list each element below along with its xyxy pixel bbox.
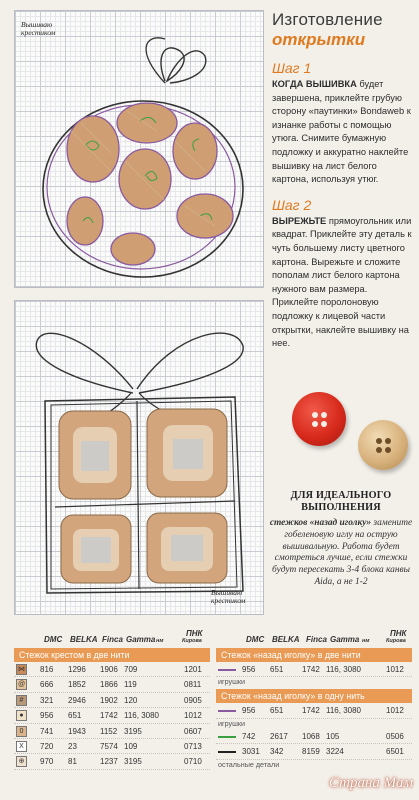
watermark: Страна Мам <box>328 775 413 791</box>
gamma-code: 3195 <box>124 757 142 767</box>
finca-code: 7574 <box>100 741 118 751</box>
key-row <box>216 744 412 759</box>
row-note: игрушки <box>218 718 246 728</box>
dmc-code: 741 <box>40 726 54 736</box>
line-swatch <box>218 751 236 753</box>
belka-code: 651 <box>270 665 284 674</box>
dmc-code: 666 <box>40 680 54 690</box>
belka-code: 1296 <box>68 665 86 674</box>
pnk-code: 0905 <box>184 695 202 705</box>
gamma-code: 116, 3080 <box>326 706 361 716</box>
col-pnk: ПНК <box>186 629 203 638</box>
step-2-body: прямоугольник или квадрат. Приклейте эту деталь к чуть большему листу цветного картона. Вырежьте и сложите пополам лист белого картона нужного вам размера. Приклейте поролоновую подложку к лицевой части открытки, наклейте вышивку на нее. <box>272 215 412 349</box>
gift-chart <box>14 300 264 615</box>
step-2-heading: Шаг 2 <box>272 196 312 213</box>
belka-code: 651 <box>68 711 82 721</box>
pnk-code: 1012 <box>386 665 404 674</box>
tip-bold: стежков «назад иголку» <box>269 518 372 528</box>
finca-code: 1237 <box>100 757 118 767</box>
belka-code: 1852 <box>68 680 86 690</box>
dmc-code: 956 <box>40 711 54 721</box>
belka-code: 342 <box>270 747 284 757</box>
belka-code: 1943 <box>68 726 86 736</box>
step-1-text <box>272 78 412 187</box>
gamma-code: 109 <box>124 741 138 751</box>
line-swatch <box>218 669 236 671</box>
symbol-swatch: X <box>16 741 27 752</box>
col-dmc: DMC <box>44 635 63 644</box>
tip-text <box>268 518 414 589</box>
symbol-swatch: # <box>16 695 27 706</box>
dmc-code: 3031 <box>242 747 260 757</box>
gamma-code: 105 <box>326 731 340 741</box>
step-1-body: будет завершена, приклейте грубую сторону «паутинки» Bondaweb к изнанке работы с помощью утюга. Снимите бумажную подложку и аккуратно наклейте вышивку на лист белого картона, используя утюг. <box>272 79 411 185</box>
dmc-code: 321 <box>40 695 54 705</box>
step-2-lead: ВЫРЕЖЬТЕ <box>272 215 327 226</box>
belka-code: 2946 <box>68 695 86 705</box>
belka-code: 2617 <box>270 731 288 741</box>
ornament-outline <box>15 11 264 288</box>
dmc-code: 956 <box>242 665 256 674</box>
finca-code: 1906 <box>100 665 118 674</box>
pnk-code: 1012 <box>184 711 202 721</box>
col-gamma-sub: нм <box>362 638 370 644</box>
step-2-text <box>272 215 412 351</box>
color-key-cross-stitch <box>14 626 210 770</box>
gamma-code: 120 <box>124 695 138 705</box>
tip-title: ДЛЯ ИДЕАЛЬНОГО ВЫПОЛНЕНИЯ <box>290 490 392 513</box>
line-swatch <box>218 736 236 738</box>
pnk-code: 0811 <box>184 680 202 690</box>
col-belka: BELKA <box>272 635 300 644</box>
key-row <box>14 677 210 692</box>
row-note: остальные детали <box>218 759 280 769</box>
belka-code: 23 <box>68 741 77 751</box>
logo-line-2: крестиком <box>211 596 246 605</box>
pnk-code: 0713 <box>184 741 202 751</box>
key-row <box>14 693 210 708</box>
col-belka: BELKA <box>70 635 98 644</box>
gamma-code: 119 <box>124 680 137 690</box>
key-row <box>216 729 412 744</box>
belka-code: 81 <box>68 757 77 767</box>
symbol-swatch: ⋈ <box>18 666 25 673</box>
row-note: игрушки <box>218 677 246 687</box>
red-button-photo <box>292 392 346 446</box>
key-header <box>216 626 412 648</box>
finca-code: 1742 <box>302 706 320 716</box>
dmc-code: 970 <box>40 757 54 767</box>
key-row <box>216 703 412 718</box>
dmc-code: 742 <box>242 731 256 741</box>
gamma-code: 116, 3080 <box>124 711 159 721</box>
symbol-swatch: ● <box>16 710 27 721</box>
line-swatch <box>218 710 236 712</box>
dmc-code: 956 <box>242 706 256 716</box>
key-rows <box>14 662 210 770</box>
pnk-code: 6501 <box>386 747 404 757</box>
finca-code: 1152 <box>100 726 118 736</box>
col-pnk-sub: Кирова <box>386 638 406 644</box>
col-pnk: ПНК <box>390 629 407 638</box>
key-row <box>14 739 210 754</box>
key-section-title: Стежок крестом в две нити <box>14 648 210 662</box>
gamma-code: 3195 <box>124 726 142 736</box>
pnk-code: 1012 <box>386 706 404 716</box>
step-1-heading: Шаг 1 <box>272 60 312 76</box>
col-gamma: Gamma <box>330 635 360 644</box>
gamma-code: 3224 <box>326 747 344 757</box>
step-1-lead: КОГДА ВЫШИВКА <box>272 79 357 89</box>
gamma-code: 116, 3080 <box>326 665 361 674</box>
page-title-line-1: Изготовление <box>272 10 383 29</box>
key-rows-1 <box>216 662 412 687</box>
pnk-code: 0607 <box>184 726 202 736</box>
col-pnk-sub: Кирова <box>182 638 202 644</box>
key-row <box>14 708 210 723</box>
finca-code: 1742 <box>302 665 320 674</box>
col-gamma-sub: нм <box>156 638 164 644</box>
color-key-backstitch <box>216 626 412 770</box>
logo-line-1: Вышиваю <box>21 20 53 29</box>
tip-box <box>268 490 414 589</box>
logo-line-2: крестиком <box>21 28 56 37</box>
ornament-chart <box>14 10 264 288</box>
gamma-code: 709 <box>124 665 138 674</box>
symbol-swatch: 0 <box>16 726 27 737</box>
finca-code: 8159 <box>302 747 320 757</box>
key-row <box>14 662 210 677</box>
key-header <box>14 626 210 648</box>
finca-code: 1902 <box>100 695 118 705</box>
key-row <box>14 724 210 739</box>
dmc-code: 720 <box>40 741 54 751</box>
pnk-code: 1201 <box>184 665 202 674</box>
key-rows-2 <box>216 703 412 769</box>
key-section-title-1: Стежок «назад иголку» в две нити <box>216 648 412 662</box>
dmc-code: 816 <box>40 665 54 674</box>
finca-code: 1068 <box>302 731 320 741</box>
symbol-swatch: ⊕ <box>16 756 27 767</box>
key-row <box>216 662 412 677</box>
belka-code: 651 <box>270 706 284 716</box>
page-title-line-2: открытки <box>272 30 366 49</box>
logo-line-1: Вышиваю <box>211 588 243 597</box>
col-gamma: Gamma <box>126 635 156 644</box>
pnk-code: 0710 <box>184 757 202 767</box>
key-row <box>14 754 210 769</box>
wooden-button-photo <box>358 420 408 470</box>
pnk-code: 0506 <box>386 731 404 741</box>
symbol-swatch: @ <box>17 681 26 689</box>
finca-code: 1866 <box>100 680 118 690</box>
finca-code: 1742 <box>100 711 118 721</box>
tip-body: замените гобеленовую иглу на острую вышивальную. Работа будет смотреться лучше, если стежки будут пересекать 3-4 блока канвы Aida, а не 1-2 <box>272 518 413 587</box>
magazine-logo-bottom <box>211 589 245 605</box>
col-finca: Finca <box>102 635 123 644</box>
key-section-title-2: Стежок «назад иголку» в одну нить <box>216 689 412 703</box>
col-dmc: DMC <box>246 635 265 644</box>
col-finca: Finca <box>306 635 327 644</box>
gift-outline <box>15 301 264 615</box>
instructions <box>272 10 412 351</box>
